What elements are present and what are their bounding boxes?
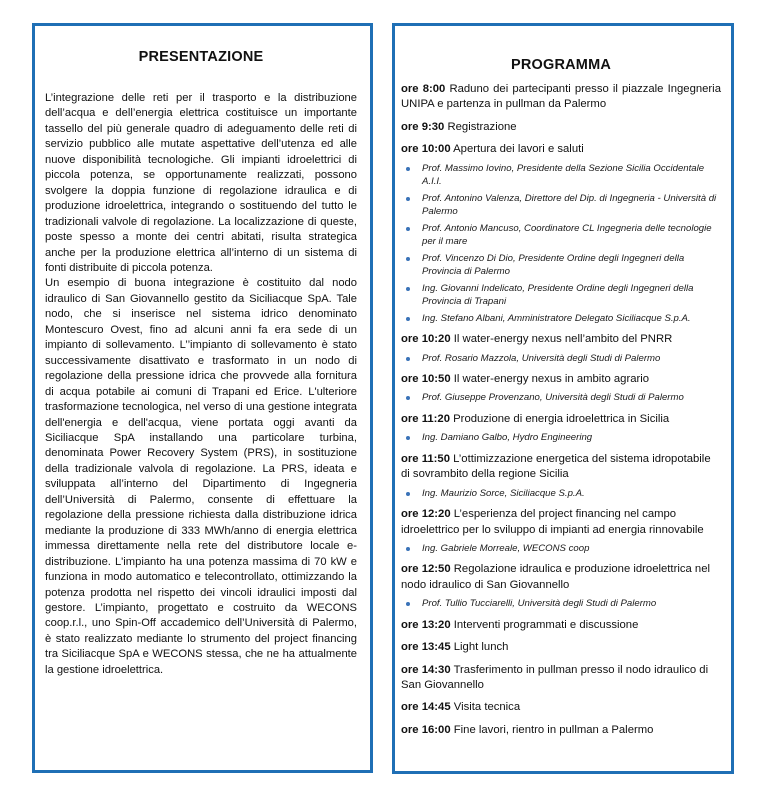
- speaker-text: Prof. Tullio Tucciarelli, Università degli Studi di Palermo: [422, 598, 657, 610]
- schedule-time: ore 10:20: [401, 333, 451, 346]
- schedule-list: [401, 82, 721, 738]
- schedule-heading: [401, 640, 721, 655]
- programma-panel: [392, 23, 734, 774]
- schedule-item: [401, 332, 721, 365]
- speaker-item: [401, 312, 721, 326]
- schedule-heading: [401, 82, 721, 113]
- speaker-text: Prof. Antonino Valenza, Direttore del Dip. di Ingegneria - Università di Palermo: [422, 192, 717, 218]
- speaker-text: Ing. Damiano Galbo, Hydro Engineering: [422, 432, 593, 444]
- programma-title: PROGRAMMA: [510, 57, 612, 73]
- bullet-icon: [406, 396, 410, 400]
- presentazione-panel: [32, 23, 373, 773]
- speaker-text: Ing. Stefano Albani, Amministratore Delegato Siciliacque S.p.A.: [422, 312, 691, 324]
- presentazione-title: PRESENTAZIONE: [138, 49, 264, 65]
- schedule-item: [401, 82, 721, 113]
- schedule-heading: [401, 142, 721, 157]
- speaker-item: [401, 542, 721, 556]
- schedule-time: ore 8:00: [401, 83, 446, 95]
- schedule-time: ore 10:50: [401, 373, 451, 386]
- speaker-item: [401, 162, 721, 189]
- schedule-time: ore 13:45: [401, 641, 451, 654]
- schedule-item: [401, 723, 721, 738]
- speaker-text: Prof. Rosario Mazzola, Università degli Studi di Palermo: [422, 352, 661, 364]
- schedule-time: ore 13:20: [401, 618, 451, 631]
- schedule-text: Produzione di energia idroelettrica in Sicilia: [453, 412, 670, 425]
- schedule-text: Il water-energy nexus in ambito agrario: [453, 373, 650, 386]
- speaker-text: Prof. Giuseppe Provenzano, Università degli Studi di Palermo: [422, 392, 684, 404]
- speaker-item: [401, 222, 721, 249]
- schedule-heading: [401, 700, 721, 715]
- schedule-item: [401, 562, 721, 610]
- schedule-text: Interventi programmati e discussione: [453, 618, 639, 631]
- schedule-text: L’esperienza del project financing nel campo idroelettrico per lo sviluppo di impianti ad energia rinnovabile: [401, 508, 704, 536]
- speaker-text: Ing. Giovanni Indelicato, Presidente Ordine degli Ingegneri della Provincia di Trapani: [422, 282, 694, 308]
- schedule-heading: [401, 723, 721, 738]
- schedule-heading: [401, 412, 721, 427]
- schedule-time: ore 12:20: [401, 508, 451, 521]
- speaker-item: [401, 391, 721, 405]
- speaker-item: [401, 282, 721, 309]
- schedule-time: ore 10:00: [401, 143, 451, 156]
- speaker-text: Prof. Vincenzo Di Dio, Presidente Ordine degli Ingegneri della Provincia di Palermo: [422, 252, 685, 278]
- schedule-text: Regolazione idraulica e produzione idroelettrica nel nodo idraulico di San Giovannello: [401, 563, 710, 591]
- schedule-time: ore 9:30: [401, 120, 445, 133]
- schedule-text: L’ottimizzazione energetica del sistema idropotabile di sovrambito della regione Sicilia: [401, 452, 711, 481]
- schedule-heading: [401, 452, 721, 483]
- schedule-heading: [401, 120, 721, 135]
- schedule-text: Raduno dei partecipanti presso il piazzale Ingegneria UNIPA e partenza in pullman da Palermo: [401, 83, 721, 111]
- schedule-heading: [401, 618, 721, 633]
- schedule-time: ore 16:00: [401, 723, 451, 736]
- schedule-time: ore 11:50: [401, 452, 450, 465]
- bullet-icon: [406, 287, 410, 291]
- speaker-item: [401, 252, 721, 279]
- schedule-heading: [401, 372, 721, 387]
- schedule-item: [401, 700, 721, 715]
- speaker-item: [401, 352, 721, 366]
- schedule-item: [401, 640, 721, 655]
- speaker-item: [401, 597, 721, 611]
- schedule-text: Fine lavori, rientro in pullman a Palermo: [453, 723, 654, 736]
- speaker-text: Ing. Maurizio Sorce, Siciliacque S.p.A.: [422, 487, 585, 499]
- schedule-heading: [401, 663, 721, 694]
- schedule-item: [401, 452, 721, 500]
- bullet-icon: [406, 317, 410, 321]
- speaker-list: [401, 597, 721, 611]
- schedule-heading: [401, 332, 721, 347]
- speaker-list: [401, 542, 721, 556]
- schedule-item: [401, 120, 721, 135]
- schedule-heading: [401, 562, 721, 593]
- schedule-item: [401, 372, 721, 405]
- bullet-icon: [406, 357, 410, 361]
- speaker-text: Prof. Massimo Iovino, Presidente della Sezione Sicilia Occidentale A.I.I.: [422, 162, 705, 188]
- speaker-item: [401, 431, 721, 445]
- speaker-item: [401, 487, 721, 501]
- bullet-icon: [406, 436, 410, 440]
- schedule-item: [401, 663, 721, 694]
- presentazione-paragraph-1: L’integrazione delle reti per il trasporto e la distribuzione dell’acqua e dell’energia elettrica costituisce un importante tassello del più generale quadro di adeguamento delle reti di servizio pubblico alle mutate aspettative dell’utenza ed alle nuove disponibilità tecnologiche. Gli impianti idroelettrici di piccola potenza, se opportunamente realizzati, possono svolgere la doppia funzione di regolazione idraulica e di produzione idroelettrica, integrando o sostituendo del tutto le tradizionali valvole di regolazione. La localizzazione di queste, poste spesso a monte dei centri abitati, risulta strategica anche per la produzione elettrica all’interno di un sistema di fonti distribuite di piccola potenza.: [45, 92, 357, 274]
- schedule-text: Trasferimento in pullman presso il nodo idraulico di San Giovannello: [401, 663, 709, 691]
- speaker-item: [401, 192, 721, 219]
- speaker-text: Ing. Gabriele Morreale, WECONS coop: [422, 542, 590, 554]
- schedule-item: [401, 412, 721, 445]
- speaker-list: [401, 162, 721, 326]
- speaker-list: [401, 487, 721, 501]
- schedule-item: [401, 142, 721, 325]
- speaker-text: Prof. Antonio Mancuso, Coordinatore CL Ingegneria delle tecnologie per il mare: [422, 222, 712, 248]
- schedule-heading: [401, 507, 721, 538]
- schedule-time: ore 14:45: [401, 701, 451, 714]
- speaker-list: [401, 431, 721, 445]
- schedule-time: ore 12:50: [401, 563, 451, 576]
- schedule-text: Registrazione: [447, 120, 517, 133]
- presentazione-paragraph-2: Un esempio di buona integrazione è costituito dal nodo idraulico di San Giovannello gestito da Siciliacque SpA. Tale nodo, che si inserisce nel sistema idrico denominato Montescuro Ovest, fino ad alcuni anni fa era sede di un impianto di sollevamento. L’’impianto di sollevamento è stato successivamente disattivato e trasformato in un nodo di regolazione della pressione idrica che provvede alla fornitura di acqua potabile ai comuni di Trapani ed Erice. L'ulteriore trasformazione tecnologica, nel verso di una gestione integrata dell'energia e dell'acqua, viene portata oggi avanti da Siciliacque SpA installando una particolare turbina, denominata Power Recovery System (PRS), in sostituzione della tradizionale valvola di regolazione. La PRS, ideata e sviluppata all’interno del Dipartimento di Ingegneria dell’Università di Palermo, consente di effettuare la regolazione della pressione richiesta dalla distribuzione idrica mediante la produzione di 333 MWh/anno di energia elettrica immessa direttamente nella rete del distributore locale e-distribuzione. L'impianto ha una potenza massima di 70 kW e funziona in modo automatico e telecontrollato, ottimizzando la potenza prodotta nel rispetto dei vincoli idraulici imposti dal gestore. L’impianto, progettato e costruito da WECONS coop.r.l., uno Spin-Off accademico dell’Università di Palermo, è stato realizzato mediante lo strumento del project financing tra Siciliacque SpA e WECONS stessa, che ne ha attualmente la gestione idroelettrica.: [45, 277, 357, 676]
- schedule-text: Light lunch: [453, 641, 509, 654]
- schedule-item: [401, 507, 721, 555]
- schedule-text: Visita tecnica: [453, 701, 521, 714]
- bullet-icon: [406, 167, 410, 171]
- bullet-icon: [406, 257, 410, 261]
- bullet-icon: [406, 227, 410, 231]
- schedule-item: [401, 618, 721, 633]
- schedule-text: Il water-energy nexus nell’ambito del PNRR: [453, 333, 673, 346]
- bullet-icon: [406, 547, 410, 551]
- bullet-icon: [406, 602, 410, 606]
- schedule-text: Apertura dei lavori e saluti: [453, 143, 584, 156]
- bullet-icon: [406, 197, 410, 201]
- speaker-list: [401, 391, 721, 405]
- schedule-time: ore 11:20: [401, 412, 450, 425]
- speaker-list: [401, 352, 721, 366]
- schedule-time: ore 14:30: [401, 663, 451, 676]
- bullet-icon: [406, 492, 410, 496]
